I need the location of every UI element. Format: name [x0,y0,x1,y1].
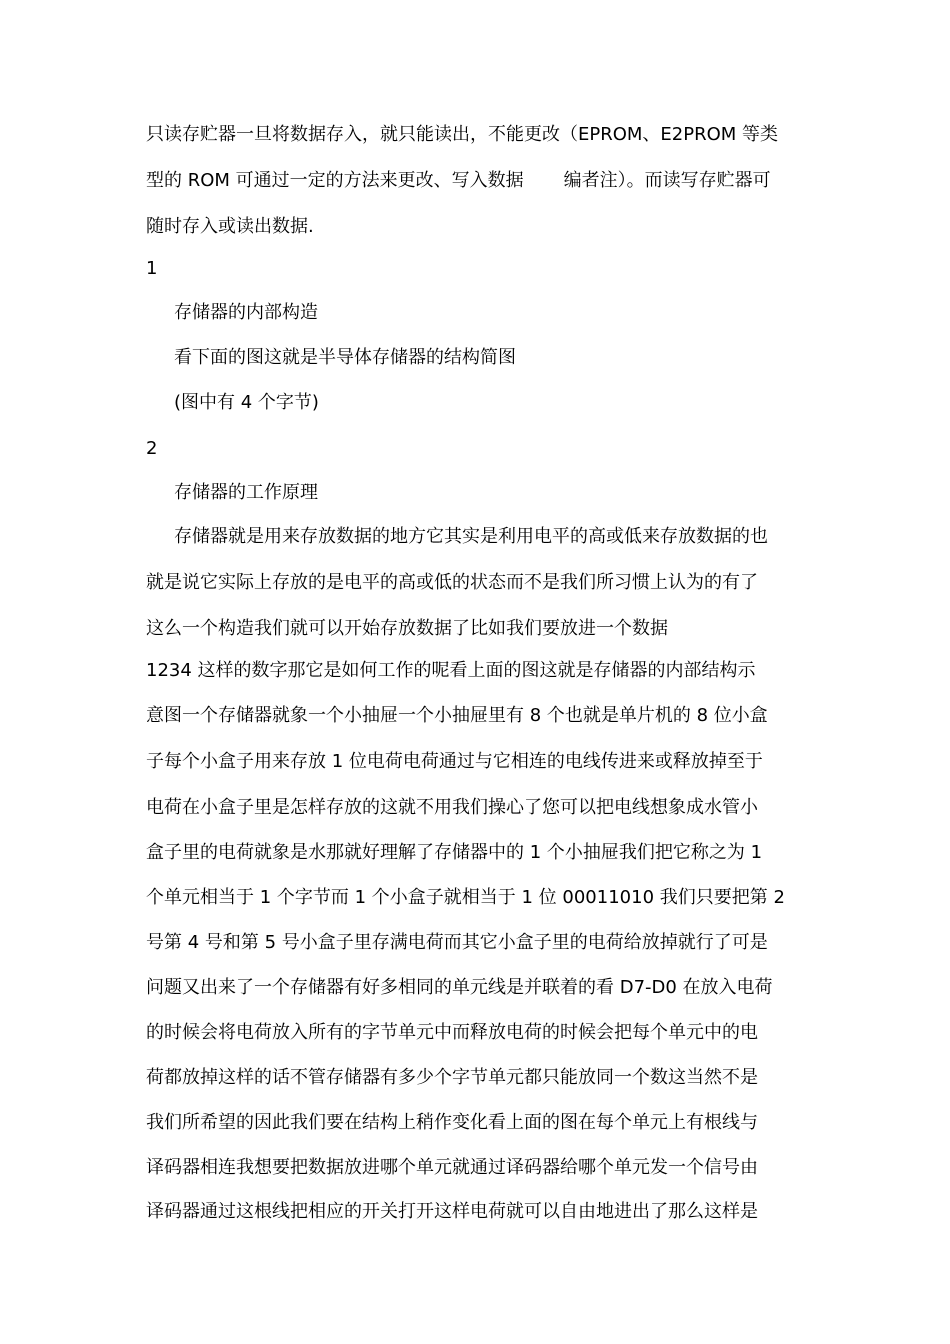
section-2-number: 2 [146,438,158,459]
section-2-body-line: 译码器相连我想要把数据放进哪个单元就通过译码器给哪个单元发一个信号由 [146,1157,758,1178]
section-1-heading: 存储器的内部构造 [174,302,318,323]
section-1-line-1: 看下面的图这就是半导体存储器的结构简图 [174,347,516,368]
section-2-heading: 存储器的工作原理 [174,482,318,503]
section-2-body-line: 个单元相当于 1 个字节而 1 个小盒子就相当于 1 位 00011010 我们只要把第 2 [146,887,785,908]
section-2-body-line: 盒子里的电荷就象是水那就好理解了存储器中的 1 个小抽屉我们把它称之为 1 [146,842,763,863]
section-2-body-line: 号第 4 号和第 5 号小盒子里存满电荷而其它小盒子里的电荷给放掉就行了可是 [146,932,768,953]
section-2-body-line: 1234 这样的数字那它是如何工作的呢看上面的图这就是存储器的内部结构示 [146,660,756,681]
section-2-body-line: 子每个小盒子用来存放 1 位电荷电荷通过与它相连的电线传进来或释放掉至于 [146,751,763,772]
section-2-body-line: 荷都放掉这样的话不管存储器有多少个字节单元都只能放同一个数这当然不是 [146,1067,758,1088]
section-2-body-line: 的时候会将电荷放入所有的字节单元中而释放电荷的时候会把每个单元中的电 [146,1022,758,1043]
section-2-body-line: 意图一个存储器就象一个小抽屉一个小抽屉里有 8 个也就是单片机的 8 位小盒 [146,705,768,726]
section-1-number: 1 [146,258,158,279]
intro-line-1: 只读存贮器一旦将数据存入，就只能读出，不能更改（EPROM、E2PROM 等类 [146,124,779,145]
section-2-body-line: 我们所希望的因此我们要在结构上稍作变化看上面的图在每个单元上有根线与 [146,1112,758,1133]
section-2-body-line: 就是说它实际上存放的是电平的高或低的状态而不是我们所习惯上认为的有了 [146,572,758,593]
section-2-body-line: 译码器通过这根线把相应的开关打开这样电荷就可以自由地进出了那么这样是 [146,1201,758,1222]
section-2-body-line: 电荷在小盒子里是怎样存放的这就不用我们操心了您可以把电线想象成水管小 [146,797,758,818]
section-2-body-line: 这么一个构造我们就可以开始存放数据了比如我们要放进一个数据 [146,618,668,639]
intro-line-3: 随时存入或读出数据. [146,216,314,237]
intro-line-2-part-b: 编者注）。而读写存贮器可 [563,170,771,191]
intro-line-2-part-a: 型的 ROM 可通过一定的方法来更改、写入数据 [146,170,524,191]
intro-line-2 [146,168,811,194]
section-2-body-line: 存储器就是用来存放数据的地方它其实是利用电平的高或低来存放数据的也 [174,526,768,547]
section-1-line-2: (图中有 4 个字节) [174,392,319,413]
section-2-body-line: 问题又出来了一个存储器有好多相同的单元线是并联着的看 D7-D0 在放入电荷 [146,977,773,998]
